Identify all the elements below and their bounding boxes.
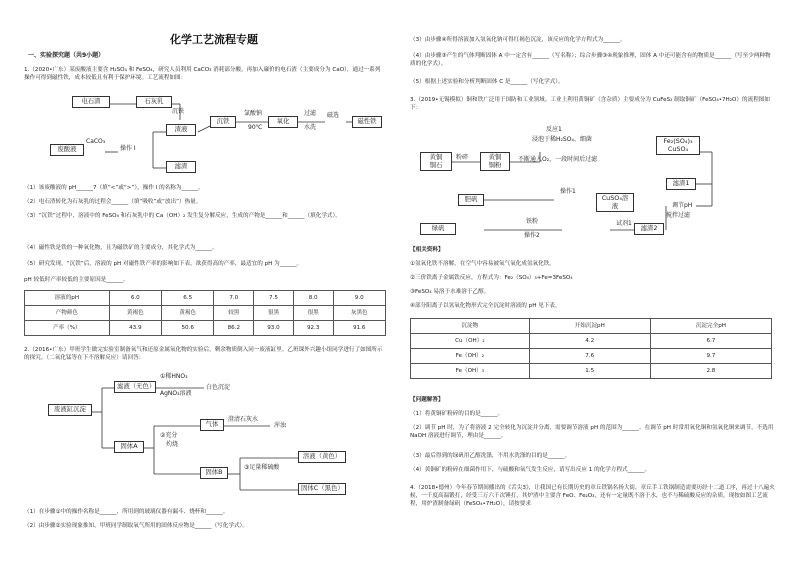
q3-label-tongru: 不断通入O₂，一段时间后过滤 (518, 156, 598, 163)
q3-table-cell: 6.7 (650, 334, 771, 349)
q3-wenti-title: 【问题解答】 (410, 397, 444, 403)
q1-label-caco3: CaCO₃ (86, 138, 106, 145)
q3-question-1: （1）将黄铜矿粉碎的目的是______。 (410, 411, 504, 417)
q2-label-hunzhuo: 浑浊 (274, 422, 287, 429)
q3-question-2: （2）调节 pH 时，为了将溶液 2 完全转化为沉淀并分离，需要调节溶液 pH 的范围为______。在调节 pH 时常用氧化铜和氢氧化铜来调节，不选用 NaOH 溶液进行调节，理由是______。 (410, 425, 774, 440)
q1-node-diantizha: 电石渣 (72, 96, 110, 108)
q2-flow-diagram (48, 373, 368, 500)
q2-label-xisuan: ③足量稀硫酸 (244, 464, 280, 471)
q1-table-cell: 43.9 (109, 321, 161, 336)
q1-table-cell: 6.5 (162, 291, 214, 306)
q2-question-1: （1）在步骤①中的操作名称是______，所用到的玻璃仪器有漏斗、烧杯和______。 (24, 509, 229, 515)
q1-table-cell: 很黑 (293, 306, 333, 321)
q3-table-row (411, 319, 772, 334)
q1-question-3: （3）“沉铁”过程中，溶液中的 FeSO₄ 和石灰乳中的 Ca（OH）₂ 发生复分解反应，生成的产物是______和______（填化学式）。 (24, 213, 341, 219)
q1-label-op1: 操作 I (120, 145, 136, 152)
q1-table-cell: 50.6 (162, 321, 214, 336)
right-column (406, 0, 778, 561)
q2-node-gutiC: 固体C（黑色） (298, 483, 346, 495)
q2-label-chongfen: ②充分 (160, 432, 178, 439)
q1-label-chenwu: 沉铁 (172, 108, 185, 115)
q3-ziliao-3: ③FeSO₄ 易溶于水难溶于乙醇。 (410, 289, 490, 295)
q3-node-lvzha1: 滤渣1 (666, 178, 696, 190)
q1-label-zhaxuan: 磁选 (327, 112, 340, 119)
q3-ziliao-2: ②三价铁离子金属铁反应，方程式为：Fe₂（SO₄）₃+Fe=3FeSO₄ (410, 275, 573, 281)
q3-table-row (411, 334, 772, 349)
q1-ph-table (24, 290, 386, 336)
q1-table-cell: 91.6 (333, 321, 385, 336)
q3-label-fensui: 粉碎 (456, 154, 469, 161)
q3-table-cell: 开始沉淀pH (529, 319, 650, 334)
page-title: 化学工艺流程专题 (170, 33, 258, 46)
q2-node-gutiB: 固体B (200, 467, 228, 479)
q3-table-cell: 沉淀物 (411, 319, 530, 334)
q1-table-cell: 6.0 (109, 291, 161, 306)
q1-table-cell: 溶液的pH (25, 291, 110, 306)
q1-question-4: （4）磁性铁是铁的一种氧化物，且为磁铁矿的主要成分，其化学式为______。 (24, 245, 218, 251)
q1-table-cell: 产率（%） (25, 321, 110, 336)
q3-table-cell: 2.8 (650, 364, 771, 379)
q3-table-row (411, 349, 772, 364)
q2-label-shihuishui: 澄清石灰水 (228, 416, 259, 423)
q1-question-5: （5）研究发现，“沉铁”后，溶液的 pH 对磁性铁产率的影响如下表，欲获得高的产率，最适宜的 pH 为______。 (24, 261, 303, 267)
q3-table-cell: 沉淀完全pH (650, 319, 771, 334)
q3-flow-diagram (420, 126, 720, 240)
q1-table-cell: 92.3 (293, 321, 333, 336)
q2-question-4: （4）由步骤③产生的气体判断固体 A 中一定含有______（写名称）；综合步骤③④现象推理，固体 A 中还可能含有的物质是______（写至少两种物质的化学式）。 (410, 53, 771, 68)
q3-node-danfan: 胆矾 (458, 194, 484, 206)
q3-table-cell: 1.5 (529, 364, 650, 379)
q1-node-chentie: 沉铁 (210, 116, 236, 128)
q2-label-xiaosuan: ①稀HNO₃ (160, 373, 188, 380)
q2-label-baise: 白色沉淀 (206, 384, 231, 391)
q1-node-yanghua: 氧化 (268, 116, 298, 128)
q1-label-kongqi: 氯酸钠 (244, 110, 263, 117)
q1-node-zhaye: 渣液 (166, 124, 196, 136)
q1-flow-diagram (50, 96, 380, 168)
q3-label-jinpao: 浸泡于稀H₂SO₄、细菌 (532, 136, 592, 143)
q3-ziliao-title: 【相关资料】 (410, 247, 444, 253)
q3-node-lvfan: 绿矾 (420, 223, 456, 235)
q3-ph-table (410, 318, 772, 379)
q3-label-shiji1: 试剂1 (616, 220, 632, 227)
q1-node-luzha: 滤渣 (166, 161, 196, 173)
q2-node-rongye: 溶液（黄色） (298, 451, 346, 463)
q1-label-guolv: 过滤 (304, 110, 317, 117)
q3-table-cell: Fe（OH）₂ (411, 349, 530, 364)
q2-label-agno3: AgNO₃溶液 (160, 390, 192, 397)
q1-node-shihuiru: 石灰乳 (136, 96, 172, 108)
q3-label-tiejie: 调节pH (672, 202, 693, 209)
q3-table-cell: 4.2 (529, 334, 650, 349)
q3-table-cell: 7.6 (529, 349, 650, 364)
q2-node-gutiA: 固体A (114, 441, 144, 453)
q1-table-cell: 86.2 (214, 321, 254, 336)
q1-table-row (25, 321, 386, 336)
q2-question-5: （5）根据上述实验和分析判断固体 C 是______（写化学式）。 (410, 79, 564, 85)
q1-table-cell: 8.0 (293, 291, 333, 306)
q3-label-jiaoban: 搅拌过滤 (666, 212, 691, 219)
q2-node-feiye: 废液缸沉淀 (48, 404, 92, 416)
q3-intro: 3.（2019•无锡模拟）铜和铁广泛用于国防和工业领域。工业上利用黄铜矿（含杂质）主要成分为 CuFeS₂ 制取铜矿（FeSO₄•7H₂O）的流程图如下： (410, 97, 770, 112)
q1-table-cell: 9.0 (333, 291, 385, 306)
q3-node-huangkuang: 黄铜 铜粉 (480, 152, 510, 171)
q1-table-cell: 产物颜色 (25, 306, 110, 321)
q1-node-cixing: 磁性铁 (352, 116, 382, 128)
q2-flow-lines (48, 378, 368, 500)
q1-table-cell: 黄褐色 (162, 306, 214, 321)
q3-label-tiefen: 铁粉 (526, 218, 539, 225)
q3-label-caozuo1: 操作1 (560, 188, 576, 195)
q3-question-3: （3）最后得到的绿矾用乙醇洗涤，不用水洗涤的目的是______。 (410, 453, 571, 459)
q2-intro: 2.（2016•广东）甲班学生做完实验室制备氧气和还原金属氧化物的实验后，剩余物质倒入同一废液缸里。乙班课外兴趣小组同学进行了如图所示的探究。（二氧化锰等在下不溶解反应）请回答： (24, 347, 383, 362)
q3-node-huangtong: 黄铜 铜石 (420, 152, 452, 171)
q1-table-cell: 灰黑色 (333, 306, 385, 321)
q1-table-cell: 93.0 (254, 321, 294, 336)
q1-label-temp: 90℃ (248, 124, 263, 131)
q2-question-2: （2）由步骤②实验现象推知，甲班同学制取氧气所用的固体反应物是______（写化学式）。 (24, 523, 248, 529)
q3-node-cuso4: CuSO₄溶液 (596, 193, 634, 212)
q3-table-cell: Cu（OH）₂ (411, 334, 530, 349)
q3-question-4: （4）黄铜矿的粉碎在细菌作用下，与硫酸和氧气发生反应，请写出反应 1 的化学方程式______。 (410, 467, 651, 473)
q1-table-cell: 7.0 (214, 291, 254, 306)
q2-label-zhuoshao: 灼烧 (166, 441, 179, 448)
q1-table-row (25, 291, 386, 306)
q1-table-cell: 7.5 (254, 291, 294, 306)
q2-node-lvye: 滤液（无色） (114, 381, 156, 393)
q1-table-row (25, 306, 386, 321)
q3-table-row (411, 364, 772, 379)
q3-ziliao-1: ①氢氧化铁不溶解，在空气中容易被氧气氧化成氢氧化铁。 (410, 261, 555, 267)
q1-intro: 1.（2020•广东）某废酸液主要含 H₂SO₄ 和 FeSO₄，研究人员利用 CaCO₃ 消耗部分酸，再加入廉价的电石渣（主要成分为 CaO），通过一系列操作可得到磁性铁，成本较低且有利于保护环境。工艺流程如图： (24, 67, 381, 82)
q3-node-lvzha2: 滤渣2 (634, 223, 664, 235)
q1-question-2: （2）电石渣转化为石灰乳的过程会______（填“吸收”或“放出”）热量。 (24, 199, 202, 205)
q2-question-3: （3）由步骤④所得溶液加入氢氧化钠可得红褐色沉淀，该反应的化学方程式为______。 (410, 37, 626, 43)
q3-ziliao-4: ④部分阳离子以氢氧化物形式完全沉淀时溶液的 pH 见下表。 (410, 303, 561, 309)
q3-node-fe2so4: Fe₂(SO₄)₃ CuSO₄ (656, 136, 700, 155)
q1-question-6: pH 较低时产率较低的主要原因是______。 (24, 277, 129, 283)
left-column (20, 0, 388, 561)
q1-label-shuixi: 水洗 (304, 124, 317, 131)
q3-table-cell: 9.7 (650, 349, 771, 364)
q3-label-caozuo2: 操作2 (524, 232, 540, 239)
q3-label-fanying1: 反应1 (546, 126, 562, 133)
q1-table-cell: 较黑 (214, 306, 254, 321)
q1-question-1: （1）该废酸液的 pH______7（填“<”或“>”），操作 I 的名称为______。 (24, 185, 204, 191)
section-heading: 一、实验探究题（共9小题） (28, 52, 105, 59)
q1-table-cell: 很黑 (254, 306, 294, 321)
q4-intro: 4.（2018•德州）今年春节期间播出的《舌尖3》，让我国已有长期历史的章丘铁锅名扬大街，章丘手工铁锅制造需要历经十二道工序，再过十八遍火候，一千度高温锻打，经受三万六千次锤打，其炉渣中主要含 FeO、Fe₂O₃，还有一定量既不溶于水，也不与稀硫酸反应的杂质。现按如图工艺流程，用炉渣制备绿矾（FeSO₄•7H₂O），请按要求 (410, 485, 775, 508)
q3-table-cell: Fe（OH）₃ (411, 364, 530, 379)
q1-table-cell: 黄褐色 (109, 306, 161, 321)
q2-node-qiti: 气体 (200, 419, 224, 431)
q1-node-feisuanye: 废酸液 (50, 144, 84, 156)
